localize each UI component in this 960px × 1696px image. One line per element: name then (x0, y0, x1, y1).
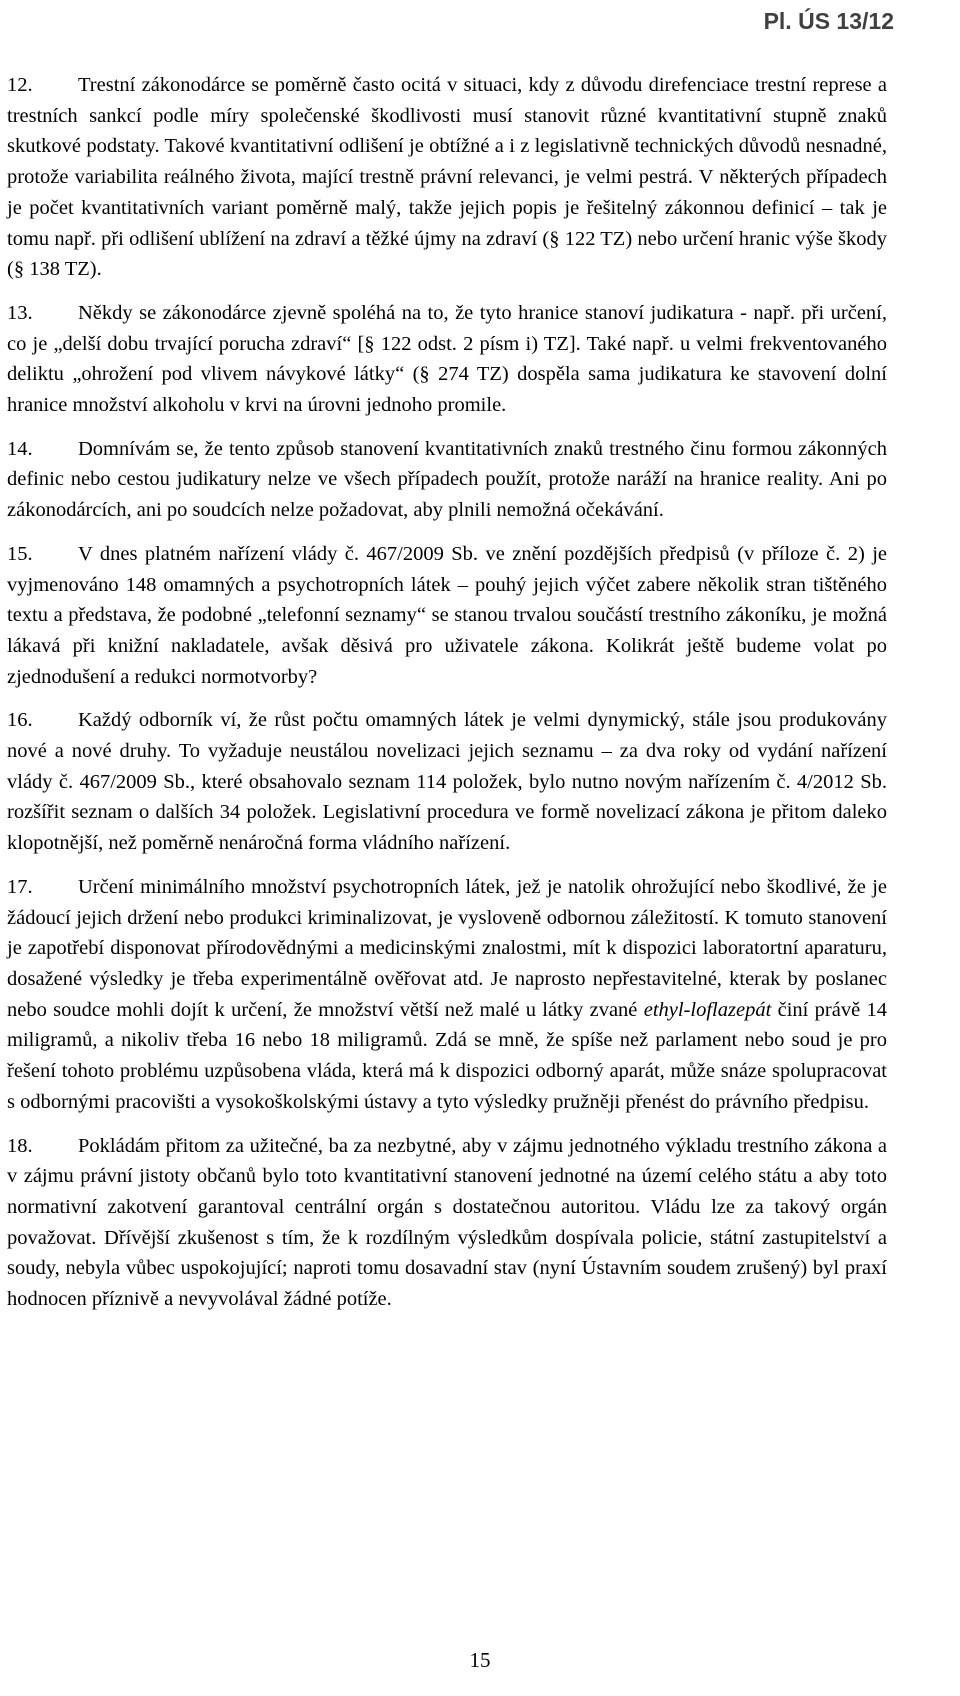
paragraph-18 (7, 1131, 887, 1315)
document-body (7, 70, 887, 1328)
paragraph-16 (7, 705, 887, 859)
paragraph-15 (7, 539, 887, 693)
paragraph-number: 13. (7, 301, 33, 324)
substance-name-italic: ethyl-loflazepát (643, 998, 772, 1021)
paragraph-text: Trestní zákonodárce se poměrně často ocitá v situaci, kdy z důvodu direfenciace trestní represe a trestních sankcí podle míry společenské škodlivosti musí stanovit různé kvantitativní stupně znaků skutkové podstaty. Takové kvantitativní odlišení je obtížné a i z legislativně technických důvodů nesnadné, protože variabilita reálného života, mající trestně právní relevanci, je velmi pestrá. V některých případech je počet kvantitativních variant poměrně malý, takže jejich popis je řešitelný zákonnou definicí – tak je tomu např. při odlišení ublížení na zdraví a těžké újmy na zdraví (§ 122 TZ) nebo určení hranic výše škody (§ 138 TZ). (7, 74, 887, 281)
paragraph-number: 18. (7, 1134, 33, 1157)
paragraph-text: V dnes platném nařízení vlády č. 467/2009 Sb. ve znění pozdějších předpisů (v příloze č. 2) je vyjmenováno 148 omamných a psychotropních látek – pouhý jejich výčet zabere několik stran tištěného textu a představa, že podobné „telefonní seznamy“ se stanou trvalou součástí trestního zákoníku, je možná lákavá při knižní nakladatele, avšak děsivá pro uživatele zákona. Kolikrát ještě budeme volat po zjednodušení a redukci normotvorby? (7, 542, 887, 688)
paragraph-number: 17. (7, 875, 33, 898)
paragraph-text-continued: činí právě 14 miligramů, a nikoliv třeba 16 nebo 18 miligramů. Zdá se mně, že spíše než parlament nebo soud je pro řešení tohoto problému uzpůsobena vláda, která má k dispozici odborný aparát, může snáze spolupracovat s odbornými pracovišti a vysokoškolskými ústavy a tyto výsledky pružněji přenést do právního předpisu. (7, 998, 888, 1113)
paragraph-text: Určení minimálního množství psychotropních látek, jež je natolik ohrožující nebo škodlivé, že je žádoucí jejich držení nebo produkci kriminalizovat, je vysloveně odbornou záležitostí. K tomuto stanovení je zapotřebí disponovat přírodovědnými a medicinskými znalostmi, mít k dispozici laboratortní aparaturu, dosažené výsledky je třeba experimentálně ověřovat atd. Je naprosto nepřestavitelné, kterak by poslanec nebo soudce mohli dojít k určení, že množství větší než malé u látky zvané (7, 875, 887, 1021)
paragraph-12 (7, 70, 887, 285)
paragraph-number: 16. (7, 709, 33, 732)
paragraph-text: Každý odborník ví, že růst počtu omamných látek je velmi dynymický, stále jsou produkovány nové a nové druhy. To vyžaduje neustálou novelizaci jejich seznamu – za dva roky od vydání nařízení vlády č. 467/2009 Sb., které obsahovalo seznam 114 položek, bylo nutno novým nařízením č. 4/2012 Sb. rozšířit seznam o dalších 34 položek. Legislativní procedura ve formě novelizací zákona je přitom daleko klopotnější, než poměrně nenáročná forma vládního nařízení. (7, 709, 887, 855)
paragraph-number: 12. (7, 74, 33, 96)
paragraph-text: Někdy se zákonodárce zjevně spoléhá na to, že tyto hranice stanoví judikatura - např. při určení, co je „delší dobu trvající porucha zdraví“ [§ 122 odst. 2 písm i) TZ]. Také např. u velmi frekventovaného deliktu „ohrožení pod vlivem návykové látky“ (§ 274 TZ) dospěla sama judikatura ke stavovení dolní hranice množství alkoholu v krvi na úrovni jednoho promile. (7, 301, 887, 417)
paragraph-13 (7, 298, 887, 421)
paragraph-number: 15. (7, 542, 33, 565)
paragraph-number: 14. (7, 437, 33, 460)
paragraph-text: Domnívám se, že tento způsob stanovení kvantitativních znaků trestného činu formou zákonných definic nebo cestou judikatury nelze ve všech případech použít, protože naráží na hranice reality. Ani po zákonodárcích, ani po soudcích nelze požadovat, aby plnili nemožná očekávání. (7, 437, 887, 522)
paragraph-17 (7, 872, 887, 1118)
case-reference: Pl. ÚS 13/12 (763, 8, 894, 34)
paragraph-text: Pokládám přitom za užitečné, ba za nezbytné, aby v zájmu jednotného výkladu trestního zákona a v zájmu právní jistoty občanů bylo toto kvantitativní stanovení jednotné na území celého státu a aby toto normativní zakotvení garantoval centrální orgán s dostatečnou autoritou. Vládu lze za takový orgán považovat. Dřívější zkušenost s tím, že k rozdílným výsledkům dospívala policie, státní zastupitelství a soudy, nebyla vůbec uspokojující; naproti tomu dosavadní stav (nyní Ústavním soudem zrušený) byl praxí hodnocen příznivě a nevyvolával žádné potíže. (7, 1134, 887, 1311)
page-number: 15 (469, 1648, 491, 1672)
paragraph-14 (7, 434, 887, 526)
